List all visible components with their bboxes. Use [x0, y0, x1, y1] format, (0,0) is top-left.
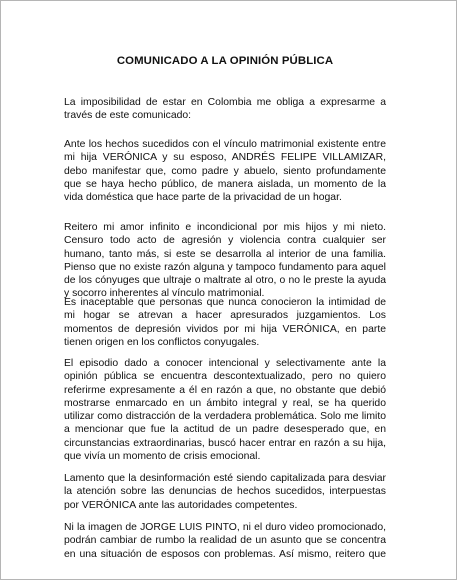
text-line: Reitero mi amor infinito e incondicional por mis hijos y mi nieto.: [64, 222, 386, 233]
text-line: Pienso que no existe razón alguna y tampoco fundamento para aquel: [64, 261, 386, 273]
text-line: Ante los hechos sucedidos con el vínculo matrimonial existente entre: [64, 139, 386, 150]
text-line: Censuro todo acto de agresión y violencia contra cualquier ser: [64, 235, 386, 247]
text-line: opinión pública se encuentra descontextualizado, pero no quiero: [64, 371, 386, 383]
text-line: Ni la imagen de JORGE LUIS PINTO, ni el duro video promocionado,: [64, 522, 386, 533]
text-line: vida doméstica que hace parte de la privacidad de un hogar.: [64, 192, 342, 204]
text-line: la atención sobre las denuncias de hechos sucedidos, interpuestas: [64, 486, 386, 498]
text-line: humano, tanto más, si este se desarrolla al interior de una familia.: [64, 248, 386, 260]
text-line: mi hija VERÓNICA y su esposo, ANDRÉS FELIPE VILLAMIZAR,: [64, 152, 386, 164]
paragraph-episodio: [64, 357, 386, 463]
text-line: El episodio dado a conocer intencional y selectivamente ante la: [64, 358, 386, 369]
text-line: utilizar como distracción de la verdadera problemática. Solo me limito: [64, 411, 386, 423]
text-line: circunstancias extraordinarias, buscó hacer entrar en razón a su hija,: [64, 437, 386, 449]
text-line: La imposibilidad de estar en Colombia me obliga a expresarme a: [64, 97, 386, 108]
paragraph-intro: [64, 96, 386, 123]
text-line: Es inaceptable que personas que nunca conocieron la intimidad de: [64, 297, 386, 308]
text-line: a mencionar que fue la actitud de un padre desesperado que, en: [64, 424, 386, 436]
text-line: debo manifestar que, como padre y abuelo, siento profundamente: [64, 165, 386, 177]
paragraph-reitero: [64, 221, 386, 301]
paragraph-hechos: [64, 138, 386, 204]
text-line: y socorro inherentes al vínculo matrimonial.: [64, 288, 265, 300]
text-line: Lamento que la desinformación esté siendo capitalizada para desviar: [64, 473, 386, 484]
text-line: que se haya hecho público, de manera aislada, un momento de la: [64, 178, 386, 190]
paragraph-imagen: [64, 521, 386, 561]
text-line: tienen origen en los conflictos conyugales.: [64, 336, 260, 348]
text-line: que vivía un momento de crisis emocional.: [64, 451, 261, 463]
text-line: momentos de depresión vividos por mi hija VERÓNICA, en parte: [64, 323, 386, 335]
paragraph-inaceptable: [64, 296, 386, 349]
text-line: en una situación de esposos con problemas. Así mismo, reitero que: [64, 548, 386, 560]
text-line: mi hogar se atrevan a hacer apresurados juzgamientos. Los: [64, 310, 386, 322]
text-line: de los cónyuges que ultraje o maltrate al otro, o no le preste la ayuda: [64, 275, 386, 287]
text-line: por VERÓNICA ante las autoridades competentes.: [64, 499, 298, 511]
text-line: mostrarse enmarcado en un ámbito integral y real, se ha querido: [64, 397, 386, 409]
document-title: COMUNICADO A LA OPINIÓN PÚBLICA: [116, 55, 334, 67]
text-line: referirme expresamente a él en razón a que, no obstante que debió: [64, 384, 386, 396]
text-line: podrán cambiar de rumbo la realidad de un asunto que se concentra: [64, 535, 386, 547]
paragraph-lamento: [64, 472, 386, 512]
text-line: través de este comunicado:: [64, 110, 192, 122]
